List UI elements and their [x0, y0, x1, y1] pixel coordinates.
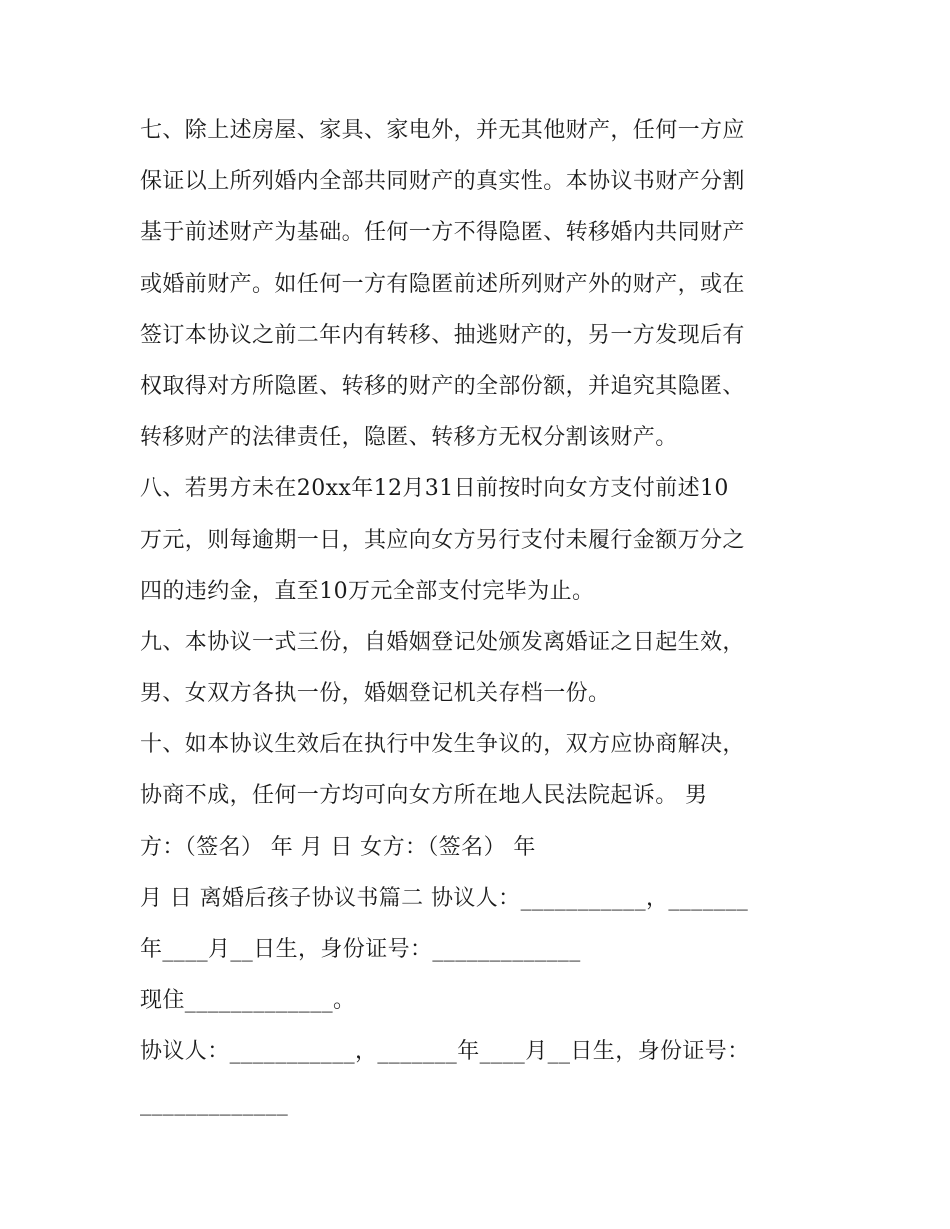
text-line: 四的违约金，直至10万元全部支付完毕为止。 — [140, 578, 595, 604]
text-line: 协商不成，任何一方均可向女方所在地人民法院起诉。 男 — [140, 783, 708, 809]
text-line: 男、女双方各执一份，婚姻登记机关存档一份。 — [140, 681, 611, 707]
text-line: 八、若男方未在20xx年12月31日前按时向女方支付前述10 — [140, 476, 729, 502]
text-line: 或婚前财产。如任何一方有隐匿前述所列财产外的财产，或在 — [140, 271, 745, 297]
text-line: 万元，则每逾期一日，其应向女方另行支付未履行金额万分之 — [140, 527, 745, 553]
text-line: 现住_____________。 — [140, 988, 356, 1014]
text-line: 权取得对方所隐匿、转移的财产的全部份额，并追究其隐匿、 — [140, 373, 745, 399]
document-body — [140, 105, 820, 1129]
text-line: 年____月__日生，身份证号：_____________ — [140, 937, 581, 962]
text-line: 十、如本协议生效后在执行中发生争议的，双方应协商解决， — [140, 732, 745, 758]
text-line: 保证以上所列婚内全部共同财产的真实性。本协议书财产分割 — [140, 169, 745, 195]
text-line: 协议人：___________，_______年____月__日生，身份证号： — [140, 1039, 750, 1065]
text-line: 转移财产的法律责任，隐匿、转移方无权分割该财产。 — [140, 425, 678, 451]
text-line: _____________ — [140, 1090, 289, 1116]
text-line: 七、除上述房屋、家具、家电外，并无其他财产，任何一方应 — [140, 118, 745, 143]
text-line: 月 日 离婚后孩子协议书篇二 协议人：___________，_______ — [140, 885, 749, 911]
text-line: 基于前述财产为基础。任何一方不得隐匿、转移婚内共同财产 — [140, 220, 745, 246]
text-line: 九、本协议一式三份，自婚姻登记处颁发离婚证之日起生效， — [140, 629, 745, 655]
text-line: 方：（签名） 年 月 日 女方：（签名） 年 — [140, 834, 536, 860]
text-line: 签订本协议之前二年内有转移、抽逃财产的，另一方发现后有 — [140, 322, 745, 348]
